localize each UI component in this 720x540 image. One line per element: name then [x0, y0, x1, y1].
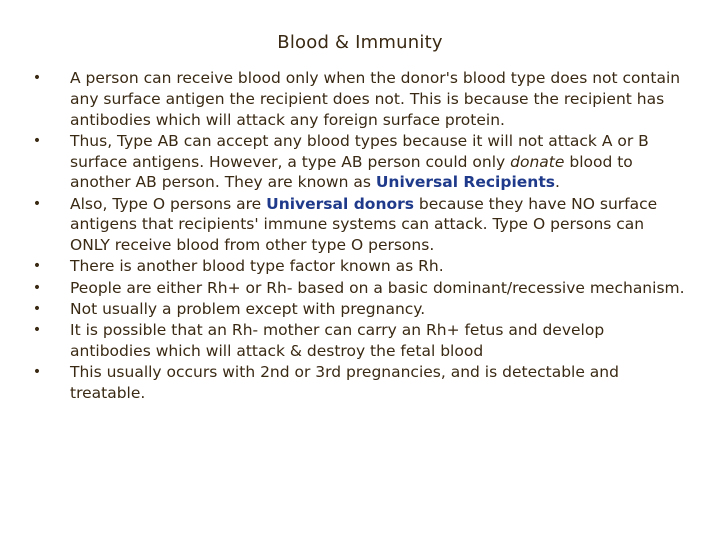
bullet-icon: • — [32, 300, 42, 317]
bullet-text: People are either Rh+ or Rh- based on a basic dominant/recessive mechanism. — [70, 278, 685, 297]
bullet-item-8 — [28, 362, 688, 404]
bullet-icon: • — [32, 195, 42, 212]
bullet-text: There is another blood type factor known as Rh. — [70, 257, 444, 276]
bullet-text: It is possible that an Rh- mother can carry an Rh+ fetus and develop antibodies which will attack & destroy the fetal blood — [70, 320, 605, 360]
slide-title: Blood & Immunity — [277, 32, 443, 53]
bullet-text: Thus, Type AB can accept any blood types because it will not attack A or B surface antigens. However, a type AB person could only — [70, 131, 649, 171]
bullet-item-5 — [28, 278, 688, 299]
bullet-icon: • — [32, 70, 42, 86]
bullet-item-4 — [28, 256, 688, 277]
bullet-icon: • — [32, 321, 42, 338]
bullet-item-1 — [28, 68, 688, 130]
bullet-item-2 — [28, 131, 688, 193]
bullet-icon: • — [32, 279, 42, 296]
bullet-text: This usually occurs with 2nd or 3rd pregnancies, and is detectable and treatable. — [70, 362, 619, 402]
bullet-text: A person can receive blood only when the donor's blood type does not contain any surface antigen the recipient does not. This is because the recipient has antibodies which will attack any foreign surface protein. — [70, 69, 681, 129]
bullet-text: blood to another AB person. They are known as — [70, 152, 633, 192]
bullet-icon: • — [32, 363, 42, 380]
bullet-icon: • — [32, 258, 42, 275]
bullet-item-6 — [28, 299, 688, 320]
highlight-term: Universal donors — [266, 194, 414, 213]
bullet-item-3 — [28, 194, 688, 256]
highlight-term: Universal Recipients — [375, 173, 555, 192]
bullet-icon: • — [32, 132, 42, 149]
bullet-text: because they have NO surface antigens that recipients' immune systems can attack. Type O persons can ONLY receive blood from other type O persons. — [70, 194, 658, 255]
bullet-list — [28, 68, 688, 404]
bullet-text: . — [554, 173, 560, 192]
bullet-text: Not usually a problem except with pregnancy. — [70, 299, 426, 318]
bullet-text: Also, Type O persons are — [70, 194, 267, 213]
bullet-item-7 — [28, 320, 688, 362]
emphasis-text: donate — [510, 152, 565, 171]
